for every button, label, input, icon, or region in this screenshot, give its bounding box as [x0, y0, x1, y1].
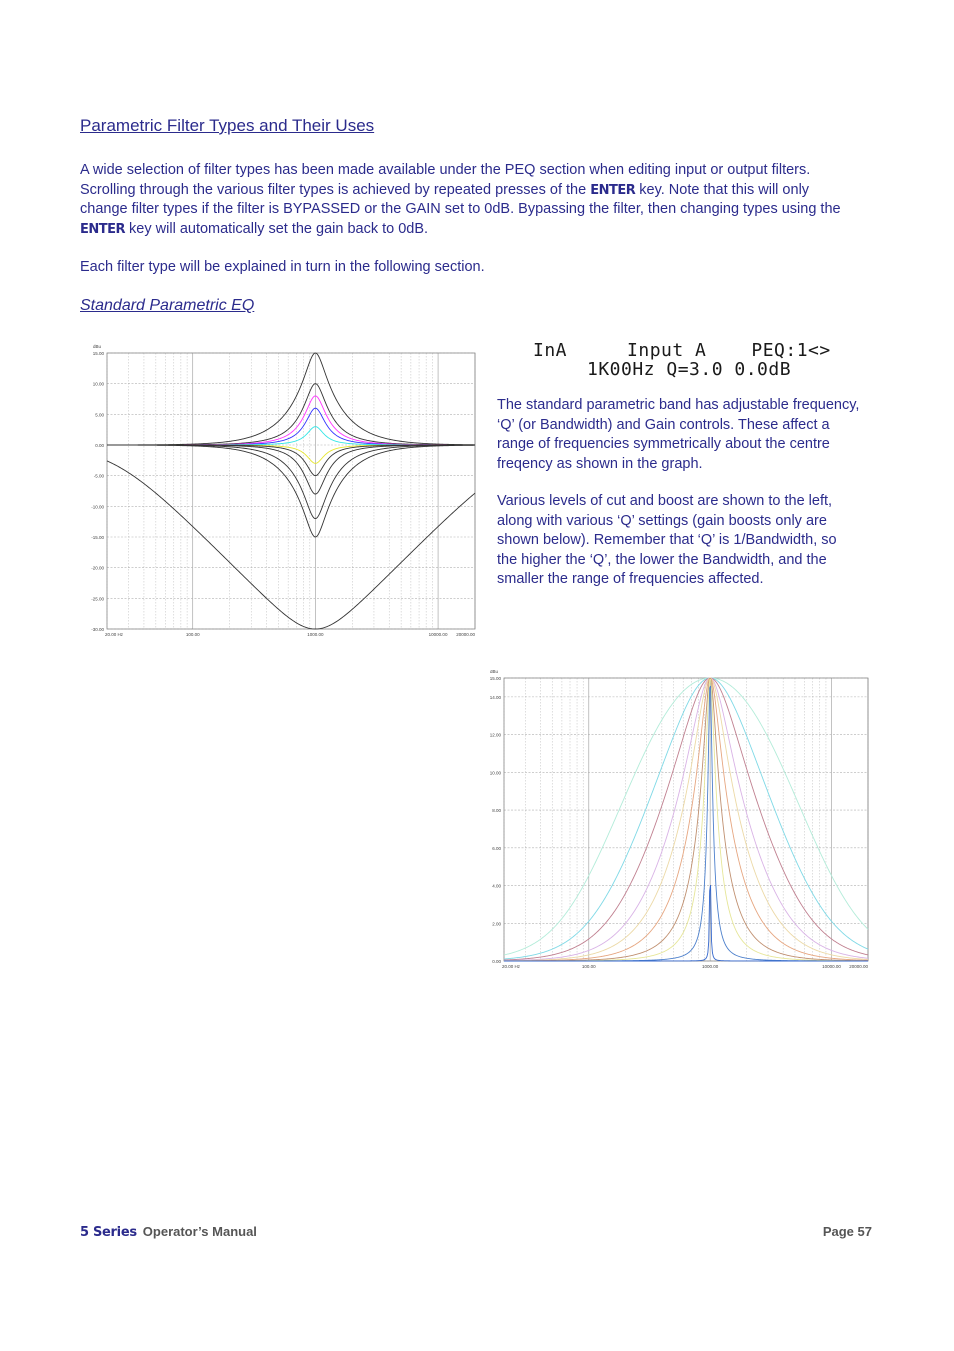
text-line: smaller the range of frequencies affected. — [497, 571, 764, 587]
text-line: Various levels of cut and boost are shown to the left, — [497, 493, 833, 509]
text-line: freqency as shown in the graph. — [497, 455, 703, 472]
x-tick-label: 10000.00 — [822, 964, 841, 969]
intro-paragraph — [80, 161, 870, 239]
intro-line-2: Scrolling through the various filter types is achieved by repeated presses of the ENTER key. Note that this will only — [80, 181, 810, 198]
y-tick-label: 5.00 — [95, 412, 104, 418]
grid — [107, 353, 475, 629]
y-tick-label: 6.00 — [492, 845, 501, 851]
text-line: range of frequencies symmetrically about the centre — [497, 436, 830, 452]
series-line — [504, 678, 868, 960]
y-axis-label: dBu — [490, 670, 499, 674]
series-group — [504, 678, 868, 961]
y-tick-label: -25.00 — [91, 596, 104, 602]
series-line — [107, 445, 475, 519]
y-tick-label: -5.00 — [93, 473, 104, 479]
y-tick-label: -30.00 — [91, 627, 104, 632]
series-line — [504, 678, 868, 961]
y-tick-label: -20.00 — [91, 565, 104, 571]
series-line — [107, 445, 475, 494]
lcd-input-name: Input A — [627, 340, 707, 361]
lcd-channel: InA — [533, 340, 568, 361]
description-paragraph-1 — [497, 396, 867, 474]
y-tick-label: 14.00 — [489, 694, 501, 700]
peq-q-variation-chart — [485, 670, 875, 970]
enter-key-label: ENTER — [80, 221, 126, 237]
footer-page-number: Page 57 — [822, 1224, 872, 1239]
plot-frame — [504, 678, 868, 961]
series-line — [107, 427, 475, 445]
text-line: shown below). Remember that ‘Q’ is 1/Bandwidth, so — [497, 532, 837, 548]
plot-frame — [107, 353, 475, 629]
footer-brand: 5 Series — [80, 1225, 137, 1240]
y-tick-label: 4.00 — [492, 883, 501, 889]
series-line — [504, 678, 868, 961]
description-paragraph-2 — [497, 492, 867, 590]
series-line — [504, 678, 868, 959]
peq-cut-boost-chart — [85, 340, 485, 640]
text-line: along with various ‘Q’ settings (gain boosts only are — [497, 512, 827, 529]
intro-line-3: change filter types if the filter is BYPASSED or the GAIN set to 0dB. Bypassing the filter, then changing types using the — [80, 201, 841, 217]
intro-line-4: ENTER key will automatically set the gain back to 0dB. — [80, 220, 429, 237]
section-heading: Parametric Filter Types and Their Uses — [80, 116, 375, 135]
x-tick-label: 20.00 Hz — [105, 632, 124, 637]
intro-line-1: A wide selection of filter types has been made available under the PEQ section when editing input or output filters. — [80, 162, 811, 178]
text-line: The standard parametric band has adjustable frequency, — [497, 397, 860, 413]
y-tick-label: 0.00 — [95, 443, 104, 448]
y-tick-label: -10.00 — [91, 504, 104, 510]
series-group — [107, 353, 475, 629]
footer-manual-title: 5 Series Operator’s Manual — [80, 1224, 257, 1240]
series-line — [107, 445, 475, 537]
y-tick-label: 12.00 — [489, 732, 501, 738]
y-tick-label: 10.00 — [489, 770, 501, 776]
enter-key-label: ENTER — [590, 182, 636, 198]
lcd-row-2: 1K00Hz Q=3.0 0.0dB — [587, 359, 792, 380]
x-tick-label: 20000.00 — [849, 964, 868, 969]
y-tick-label: 0.00 — [492, 959, 501, 964]
x-tick-label: 20.00 Hz — [502, 964, 521, 969]
intro-paragraph-2: Each filter type will be explained in turn in the following section. — [80, 259, 485, 275]
y-tick-label: 15.00 — [92, 351, 104, 356]
series-line — [504, 678, 868, 961]
series-line — [107, 445, 475, 463]
series-line — [504, 678, 868, 955]
lcd-row-1 — [533, 340, 831, 361]
grid — [504, 678, 868, 961]
x-tick-label: 10000.00 — [428, 632, 448, 637]
y-tick-label: 10.00 — [92, 381, 104, 387]
y-tick-label: -15.00 — [91, 535, 104, 540]
x-tick-label: 100.00 — [581, 964, 596, 969]
y-tick-label: 2.00 — [492, 921, 501, 927]
x-tick-label: 20000.00 — [456, 632, 475, 637]
subsection-heading: Standard Parametric EQ — [80, 297, 255, 314]
y-tick-label: 8.00 — [492, 808, 501, 814]
series-line — [504, 679, 868, 961]
series-line — [107, 461, 475, 629]
text-line: ‘Q’ (or Bandwidth) and Gain controls. These affect a — [497, 416, 830, 433]
x-tick-label: 100.00 — [185, 632, 200, 637]
lcd-peq-index: PEQ:1<> — [751, 340, 831, 361]
y-axis-label: dBu — [93, 344, 102, 349]
series-line — [107, 353, 475, 445]
text-line: the higher the ‘Q’, the lower the Bandwidth, and the — [497, 551, 827, 568]
x-tick-label: 1000.00 — [702, 964, 719, 969]
y-tick-label: 15.00 — [489, 676, 501, 681]
x-tick-label: 1000.00 — [307, 632, 324, 637]
series-line — [504, 679, 868, 961]
